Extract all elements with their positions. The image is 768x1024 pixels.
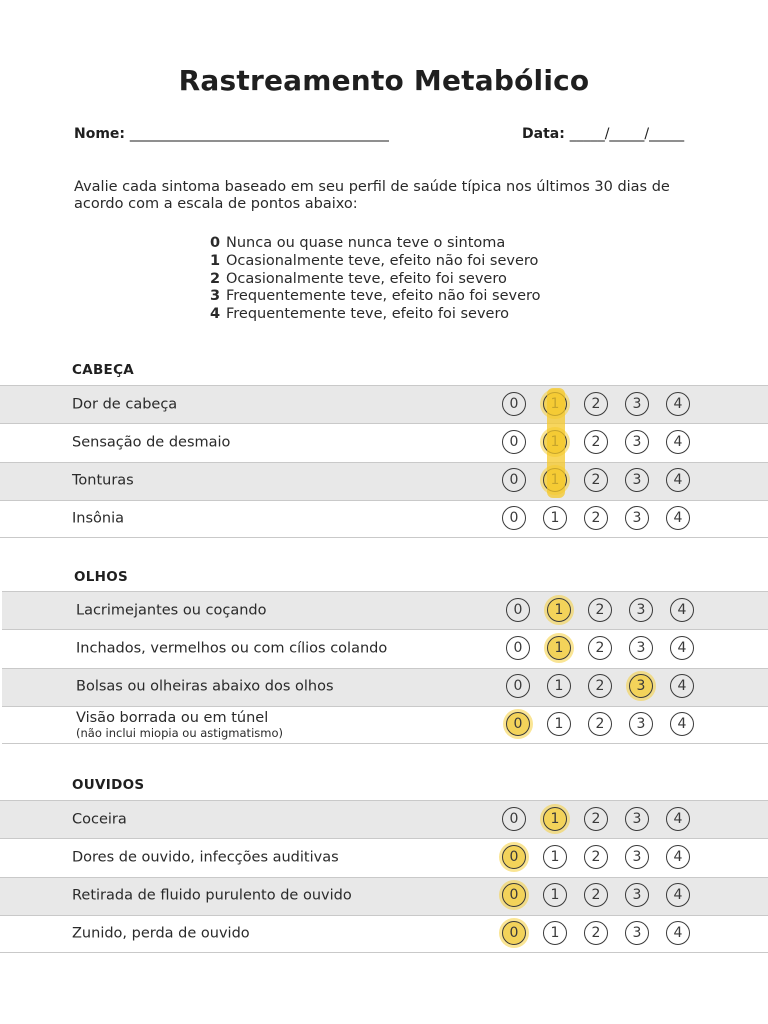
- symptom-label: [72, 888, 352, 905]
- symptom-row: [2, 591, 768, 629]
- symptom-row: [0, 500, 768, 538]
- rating-option-2[interactable]: 2: [588, 674, 612, 698]
- rating-option-2[interactable]: 2: [584, 506, 608, 530]
- rating-option-1[interactable]: 1: [547, 636, 571, 660]
- symptom-name: Dor de cabeça: [72, 396, 178, 412]
- rating-option-1[interactable]: 1: [543, 807, 567, 831]
- symptom-name: Lacrimejantes ou coçando: [76, 602, 267, 618]
- symptom-row: [0, 915, 768, 953]
- symptom-name: Inchados, vermelhos ou com cílios colando: [76, 640, 388, 657]
- rating-scale-legend: [210, 235, 541, 324]
- symptom-name: Dores de ouvido, infecções auditivas: [72, 849, 339, 866]
- rating-option-4[interactable]: 4: [666, 506, 690, 530]
- scale-item: [210, 235, 541, 253]
- rating-option-4[interactable]: 4: [666, 845, 690, 869]
- symptom-name: Visão borrada ou em túnel: [76, 709, 269, 726]
- rating-option-0[interactable]: 0: [502, 392, 526, 416]
- rating-option-1[interactable]: 1: [543, 845, 567, 869]
- page-title: Rastreamento Metabólico: [178, 64, 590, 97]
- rating-option-1[interactable]: 1: [547, 598, 571, 622]
- symptom-label: [72, 473, 134, 490]
- name-line: _____________________________________: [129, 126, 389, 142]
- instructions-text: Avalie cada sintoma baseado em seu perfil de saúde típica nos últimos 30 dias de acordo com a escala de pontos abaixo:: [74, 179, 670, 212]
- rating-option-3[interactable]: 3: [625, 921, 649, 945]
- symptom-name: Coceira: [72, 811, 127, 827]
- symptom-row: [0, 877, 768, 915]
- rating-option-3[interactable]: 3: [625, 468, 649, 492]
- rating-option-4[interactable]: 4: [666, 468, 690, 492]
- rating-option-2[interactable]: 2: [584, 921, 608, 945]
- scale-number: 1: [210, 252, 221, 269]
- rating-option-4[interactable]: 4: [670, 712, 694, 736]
- rating-option-2[interactable]: 2: [588, 598, 612, 622]
- symptom-row: [2, 668, 768, 706]
- rating-option-3[interactable]: 3: [629, 712, 653, 736]
- rating-option-3[interactable]: 3: [629, 674, 653, 698]
- rating-option-2[interactable]: 2: [588, 636, 612, 660]
- rating-option-0[interactable]: 0: [502, 506, 526, 530]
- symptom-row: [0, 385, 768, 423]
- symptom-label: [72, 510, 124, 527]
- symptom-name: Bolsas ou olheiras abaixo dos olhos: [76, 678, 334, 695]
- rating-option-0[interactable]: 0: [502, 845, 526, 869]
- highlighter-stroke: [547, 388, 565, 498]
- rating-option-2[interactable]: 2: [584, 392, 608, 416]
- rating-option-3[interactable]: 3: [625, 430, 649, 454]
- symptom-name: Zunido, perda de ouvido: [72, 925, 250, 942]
- rating-option-4[interactable]: 4: [670, 636, 694, 660]
- name-label: Nome:: [74, 126, 126, 142]
- section-title: CABEÇA: [72, 362, 135, 378]
- symptom-note: (não inclui miopia ou astigmatismo): [76, 725, 283, 740]
- symptom-label: [72, 396, 177, 413]
- scale-description: Frequentemente teve, efeito foi severo: [226, 306, 509, 323]
- symptom-row: [0, 838, 768, 876]
- rating-option-2[interactable]: 2: [588, 712, 612, 736]
- date-line: _____/_____/_____: [569, 126, 685, 142]
- rating-option-0[interactable]: 0: [506, 636, 530, 660]
- rating-option-1[interactable]: 1: [543, 921, 567, 945]
- symptom-name: Retirada de fluido purulento de ouvido: [72, 887, 352, 904]
- symptom-label: [76, 640, 387, 657]
- scale-number: 2: [210, 270, 221, 287]
- scale-item: [210, 271, 541, 289]
- symptom-label: [72, 849, 339, 866]
- symptom-label: [72, 811, 127, 828]
- rating-option-0[interactable]: 0: [502, 921, 526, 945]
- rating-option-3[interactable]: 3: [625, 807, 649, 831]
- symptom-row: [2, 629, 768, 667]
- scale-number: 4: [210, 306, 221, 323]
- rating-option-3[interactable]: 3: [625, 506, 649, 530]
- name-field[interactable]: [74, 126, 389, 142]
- symptom-row: [0, 462, 768, 500]
- rating-option-1[interactable]: 1: [547, 674, 571, 698]
- rating-option-0[interactable]: 0: [502, 883, 526, 907]
- symptom-label: [72, 434, 230, 451]
- date-field[interactable]: [522, 126, 684, 142]
- rating-option-0[interactable]: 0: [502, 430, 526, 454]
- date-label: Data:: [522, 126, 565, 142]
- symptom-label: [76, 602, 266, 619]
- rating-option-4[interactable]: 4: [666, 807, 690, 831]
- symptom-row: [2, 706, 768, 744]
- rating-option-4[interactable]: 4: [666, 883, 690, 907]
- rating-option-2[interactable]: 2: [584, 883, 608, 907]
- rating-option-3[interactable]: 3: [625, 883, 649, 907]
- scale-description: Nunca ou quase nunca teve o sintoma: [226, 235, 506, 251]
- section-title: OUVIDOS: [72, 777, 145, 793]
- rating-option-2[interactable]: 2: [584, 845, 608, 869]
- rating-option-1[interactable]: 1: [543, 883, 567, 907]
- rating-option-4[interactable]: 4: [666, 921, 690, 945]
- rating-option-3[interactable]: 3: [625, 845, 649, 869]
- scale-item: [210, 288, 541, 306]
- symptom-name: Insônia: [72, 510, 124, 527]
- rating-option-3[interactable]: 3: [629, 598, 653, 622]
- symptom-row: [0, 423, 768, 461]
- scale-item: [210, 253, 541, 271]
- scale-item: [210, 306, 541, 324]
- scale-description: Ocasionalmente teve, efeito foi severo: [226, 270, 507, 287]
- rating-option-4[interactable]: 4: [670, 598, 694, 622]
- scale-description: Ocasionalmente teve, efeito não foi severo: [226, 252, 539, 269]
- rating-option-4[interactable]: 4: [670, 674, 694, 698]
- rating-option-2[interactable]: 2: [584, 807, 608, 831]
- rating-option-0[interactable]: 0: [502, 468, 526, 492]
- symptom-name: Sensação de desmaio: [72, 434, 231, 451]
- rating-option-0[interactable]: 0: [506, 674, 530, 698]
- rating-option-3[interactable]: 3: [625, 392, 649, 416]
- rating-option-2[interactable]: 2: [584, 468, 608, 492]
- rating-option-0[interactable]: 0: [506, 598, 530, 622]
- symptom-label: [76, 710, 283, 740]
- symptom-name: Tonturas: [72, 472, 134, 489]
- rating-option-2[interactable]: 2: [584, 430, 608, 454]
- scale-number: 3: [210, 288, 221, 305]
- rating-option-0[interactable]: 0: [502, 807, 526, 831]
- scale-number: 0: [210, 235, 221, 251]
- symptom-label: [72, 925, 250, 942]
- rating-option-3[interactable]: 3: [629, 636, 653, 660]
- rating-option-4[interactable]: 4: [666, 430, 690, 454]
- section-title: OLHOS: [74, 569, 129, 585]
- scale-description: Frequentemente teve, efeito não foi severo: [226, 288, 541, 305]
- symptom-row: [0, 800, 768, 838]
- rating-option-1[interactable]: 1: [547, 712, 571, 736]
- symptom-label: [76, 679, 334, 696]
- rating-option-0[interactable]: 0: [506, 712, 530, 736]
- rating-option-1[interactable]: 1: [543, 506, 567, 530]
- rating-option-4[interactable]: 4: [666, 392, 690, 416]
